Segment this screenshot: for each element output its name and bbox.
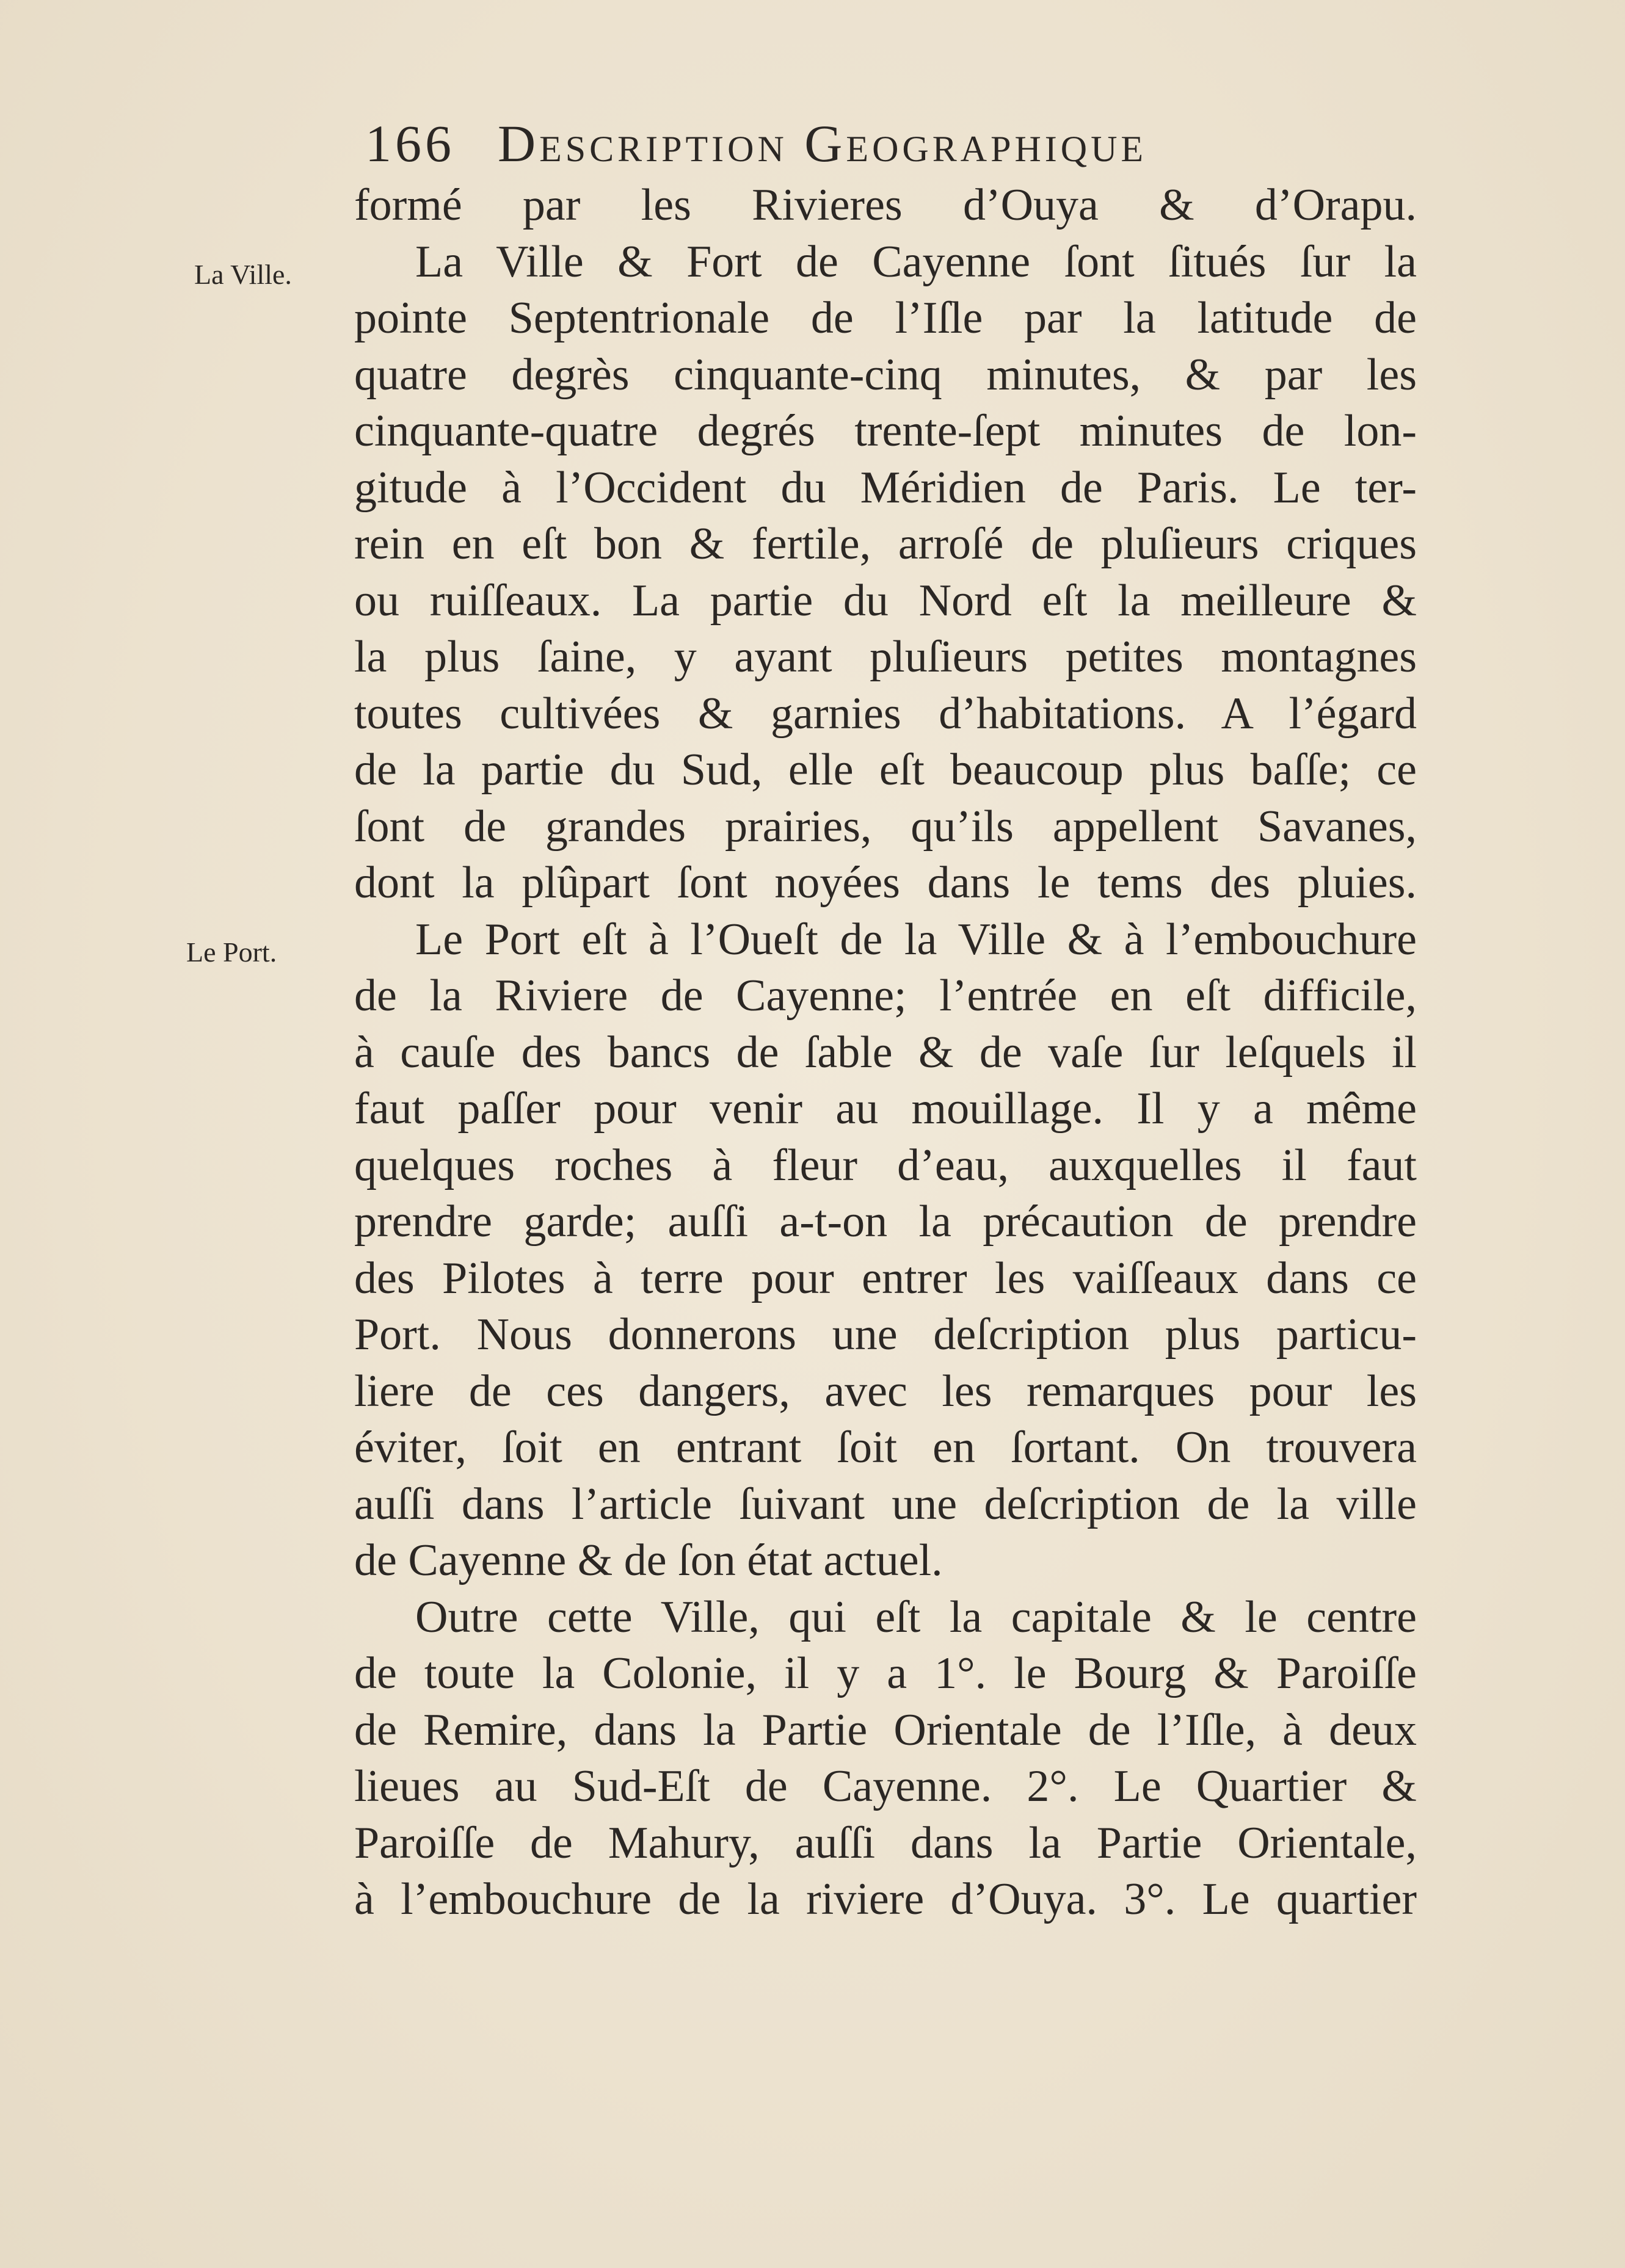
text-line: cinquante-quatre degrés trente-ſept minutes de lon- bbox=[354, 406, 1417, 456]
text-line: quatre degrès cinquante-cinq minutes, & par les bbox=[354, 349, 1417, 400]
text-line: de Cayenne & de ſon état actuel. bbox=[354, 1535, 943, 1585]
text-line: faut paſſer pour venir au mouillage. Il y a même bbox=[354, 1084, 1417, 1134]
text-line: dont la plûpart ſont noyées dans le tems des pluies. bbox=[354, 858, 1417, 908]
text-line: à l’embouchure de la riviere d’Ouya. 3°. Le quartier bbox=[354, 1874, 1417, 1924]
text-line: liere de ces dangers, avec les remarques pour les bbox=[354, 1366, 1417, 1416]
text-line: de toute la Colonie, il y a 1°. le Bourg & Paroiſſe bbox=[354, 1648, 1417, 1698]
margin-note-ville: La Ville. bbox=[194, 259, 292, 290]
text-line: Le Port eſt à l’Oueſt de la Ville & à l’embouchure bbox=[415, 914, 1417, 965]
text-line: La Ville & Fort de Cayenne ſont ſitués ſur la bbox=[415, 236, 1417, 287]
text-line: quelques roches à fleur d’eau, auxquelles il faut bbox=[354, 1140, 1417, 1190]
text-line: lieues au Sud-Eſt de Cayenne. 2°. Le Quartier & bbox=[354, 1761, 1417, 1811]
text-line: rein en eſt bon & fertile, arroſé de pluſieurs criques bbox=[354, 519, 1417, 569]
text-line: formé par les Rivieres d’Ouya & d’Orapu. bbox=[354, 180, 1417, 230]
text-line: Outre cette Ville, qui eſt la capitale & le centre bbox=[415, 1592, 1417, 1642]
text-line: de Remire, dans la Partie Orientale de l’Iſle, à deux bbox=[354, 1705, 1417, 1755]
text-line: de la Riviere de Cayenne; l’entrée en eſt difficile, bbox=[354, 971, 1417, 1021]
text-line: à cauſe des bancs de ſable & de vaſe ſur leſquels il bbox=[354, 1027, 1417, 1078]
margin-note-port: Le Port. bbox=[186, 937, 277, 968]
text-line: ſont de grandes prairies, qu’ils appellent Savanes, bbox=[354, 801, 1417, 852]
running-header bbox=[365, 110, 1428, 177]
text-line: la plus ſaine, y ayant pluſieurs petites montagnes bbox=[354, 632, 1417, 682]
text-line: prendre garde; auſſi a-t-on la précaution de prendre bbox=[354, 1197, 1417, 1247]
text-line: gitude à l’Occident du Méridien de Paris. Le ter- bbox=[354, 462, 1417, 513]
text-line: Port. Nous donnerons une deſcription plus particu- bbox=[354, 1310, 1417, 1360]
text-line: des Pilotes à terre pour entrer les vaiſſeaux dans ce bbox=[354, 1253, 1417, 1303]
running-title: Description Geographique bbox=[498, 114, 1147, 173]
text-line: ou ruiſſeaux. La partie du Nord eſt la meilleure & bbox=[354, 575, 1417, 626]
text-line: Paroiſſe de Mahury, auſſi dans la Partie Orientale, bbox=[354, 1817, 1417, 1868]
body-text bbox=[354, 177, 1417, 1928]
text-line: pointe Septentrionale de l’Iſle par la latitude de bbox=[354, 293, 1417, 343]
text-line: auſſi dans l’article ſuivant une deſcription de la ville bbox=[354, 1479, 1417, 1529]
text-line: de la partie du Sud, elle eſt beaucoup plus baſſe; ce bbox=[354, 745, 1417, 795]
text-line: éviter, ſoit en entrant ſoit en ſortant. On trouvera bbox=[354, 1422, 1417, 1473]
page-number: 166 bbox=[365, 114, 455, 173]
text-line: toutes cultivées & garnies d’habitations. A l’égard bbox=[354, 688, 1417, 739]
